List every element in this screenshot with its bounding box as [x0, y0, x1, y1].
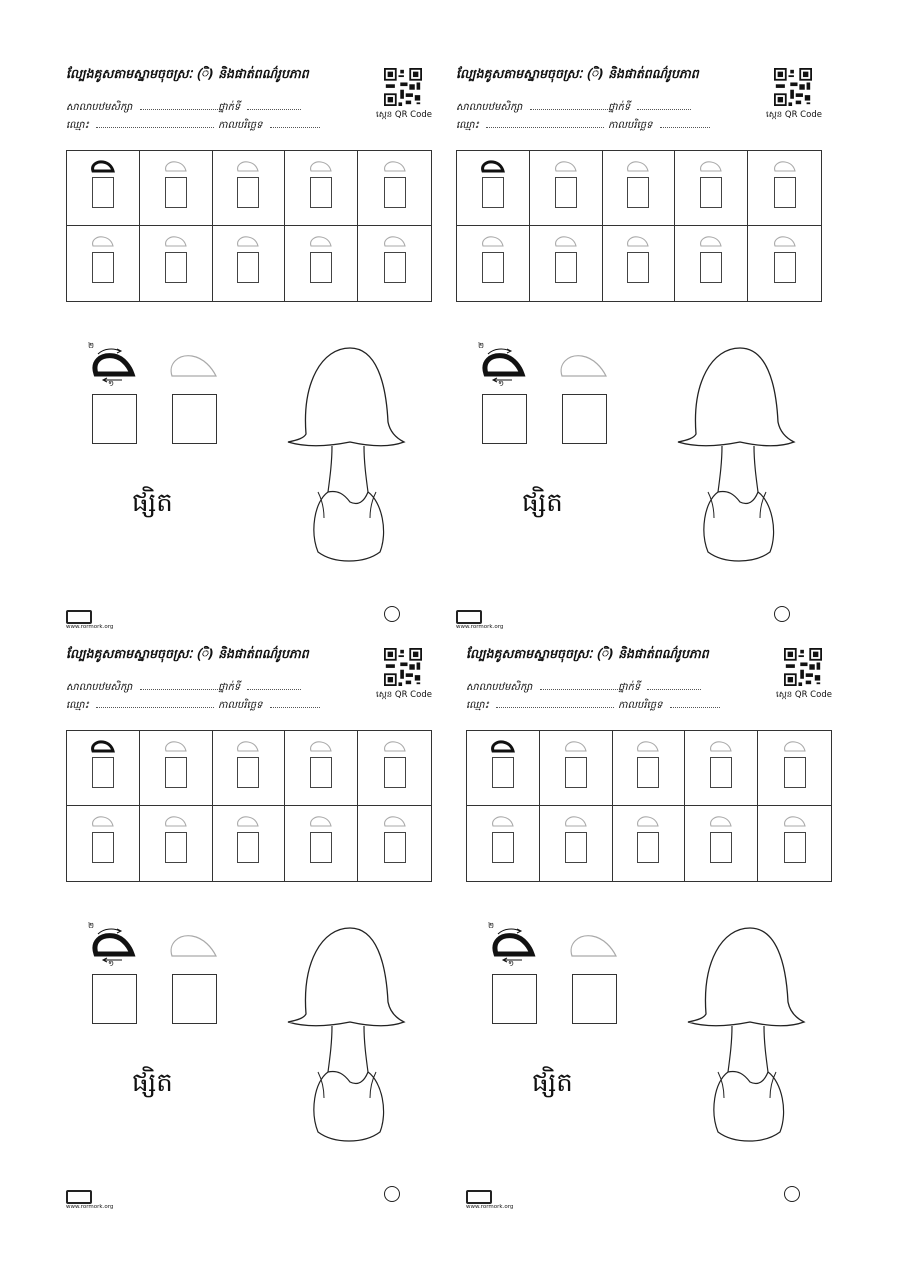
vowel-trace-icon [164, 814, 188, 828]
tracing-cell[interactable] [457, 151, 530, 226]
date-field[interactable] [218, 698, 320, 713]
grade-field[interactable] [608, 100, 691, 115]
word-label: ផ្សិត [522, 488, 563, 518]
word-label: ផ្សិត [132, 1068, 173, 1098]
tracing-cell[interactable] [213, 151, 286, 226]
practice-box[interactable] [562, 394, 607, 444]
qr-label: ស្កេន QR Code [766, 110, 822, 120]
letter-box [92, 177, 114, 208]
school-label: សាលាបឋមសិក្សា [466, 682, 533, 693]
mushroom-illustration[interactable] [284, 922, 410, 1142]
seal-icon [384, 606, 400, 622]
tracing-cell[interactable] [213, 731, 286, 806]
practice-box[interactable] [92, 394, 137, 444]
vowel-trace-icon [91, 159, 115, 173]
vowel-trace-icon [236, 814, 260, 828]
tracing-cell[interactable] [613, 806, 686, 881]
vowel-trace-icon [481, 234, 505, 248]
letter-box [774, 177, 796, 208]
tracing-cell[interactable] [67, 151, 140, 226]
letter-box [627, 177, 649, 208]
grade-field[interactable] [618, 680, 701, 695]
vowel-trace-icon [481, 159, 505, 173]
vowel-trace-icon [164, 234, 188, 248]
tracing-cell[interactable] [748, 226, 821, 301]
vowel-trace-icon [699, 234, 723, 248]
grade-label: ថ្នាក់ទី [218, 102, 241, 113]
word-label: ផ្សិត [132, 488, 173, 518]
tracing-cell[interactable] [67, 806, 140, 881]
word-label: ផ្សិត [532, 1068, 573, 1098]
website-url: www.rormork.org [66, 624, 114, 630]
vowel-trace-icon [91, 814, 115, 828]
vowel-trace-icon [309, 234, 333, 248]
tracing-cell[interactable] [613, 731, 686, 806]
letter-box [237, 832, 259, 863]
vowel-trace-icon [383, 159, 407, 173]
website-url: www.rormork.org [66, 1204, 114, 1210]
tracing-cell[interactable] [213, 226, 286, 301]
letter-box [384, 757, 406, 788]
tracing-grid[interactable] [66, 150, 432, 302]
vowel-trace-icon [164, 159, 188, 173]
rormork-logo-icon [456, 610, 503, 631]
letter-box [482, 252, 504, 283]
vowel-trace-icon [709, 739, 733, 753]
qr-code-icon [784, 648, 822, 686]
letter-box [165, 252, 187, 283]
tracing-cell[interactable] [140, 226, 213, 301]
vowel-trace-icon [773, 234, 797, 248]
practice-box[interactable] [482, 394, 527, 444]
vowel-trace-icon [309, 739, 333, 753]
name-label: ឈ្មោះ [66, 120, 89, 131]
school-label: សាលាបឋមសិក្សា [66, 102, 133, 113]
vowel-trace-icon [91, 234, 115, 248]
worksheet-4 [466, 646, 846, 1226]
school-label: សាលាបឋមសិក្សា [66, 682, 133, 693]
vowel-trace-icon [491, 739, 515, 753]
stroke-step-one: ១ [508, 959, 515, 968]
letter-box [710, 832, 732, 863]
grade-label: ថ្នាក់ទី [218, 682, 241, 693]
letter-box [384, 832, 406, 863]
letter-box [237, 757, 259, 788]
tracing-cell[interactable] [358, 151, 431, 226]
letter-box [310, 757, 332, 788]
letter-box [165, 757, 187, 788]
date-label: កាលបរិច្ឆេទ [218, 120, 263, 131]
mushroom-illustration[interactable] [284, 342, 410, 562]
letter-box [237, 252, 259, 283]
vowel-trace-icon [236, 739, 260, 753]
stroke-step-two: ២ [88, 341, 95, 350]
tracing-cell[interactable] [285, 226, 358, 301]
letter-box [310, 832, 332, 863]
vowel-trace-icon [709, 814, 733, 828]
letter-box [774, 252, 796, 283]
letter-box [482, 177, 504, 208]
tracing-grid[interactable] [466, 730, 832, 882]
date-field[interactable] [218, 118, 320, 133]
letter-box [637, 832, 659, 863]
name-field[interactable] [66, 118, 214, 133]
tracing-cell[interactable] [530, 226, 603, 301]
school-field[interactable] [66, 100, 222, 115]
vowel-trace-icon [383, 814, 407, 828]
name-field[interactable] [66, 698, 214, 713]
tracing-cell[interactable] [358, 226, 431, 301]
website-url: www.rormork.org [456, 624, 504, 630]
letter-box [384, 177, 406, 208]
date-label: កាលបរិច្ឆេទ [218, 700, 263, 711]
name-label: ឈ្មោះ [456, 120, 479, 131]
vowel-trace-icon [626, 159, 650, 173]
letter-box [784, 832, 806, 863]
stroke-step-two: ២ [488, 921, 495, 930]
rormork-logo-icon [66, 1190, 113, 1211]
practice-box[interactable] [572, 974, 617, 1024]
letter-box [310, 252, 332, 283]
website-url: www.rormork.org [466, 1204, 514, 1210]
worksheet-title: ល្បែងគូសតាមស្នាមចុចស្រៈ (ិ) និងផាត់ពណ៌រូបភាព [456, 66, 699, 81]
name-field[interactable] [466, 698, 614, 713]
letter-box [700, 252, 722, 283]
letter-box [627, 252, 649, 283]
tracing-cell[interactable] [285, 806, 358, 881]
practice-box[interactable] [492, 974, 537, 1024]
vowel-trace-icon [564, 739, 588, 753]
rormork-logo-icon [466, 1190, 513, 1211]
tracing-cell[interactable] [140, 731, 213, 806]
date-label: កាលបរិច្ឆេទ [608, 120, 653, 131]
tracing-cell[interactable] [540, 806, 613, 881]
school-field[interactable] [456, 100, 612, 115]
worksheet-2 [456, 66, 836, 646]
stroke-step-one: ១ [108, 379, 115, 388]
stroke-step-two: ២ [88, 921, 95, 930]
tracing-cell[interactable] [358, 731, 431, 806]
mushroom-illustration[interactable] [674, 342, 800, 562]
vowel-trace-icon [636, 814, 660, 828]
worksheet-title: ល្បែងគូសតាមស្នាមចុចស្រៈ (ិ) និងផាត់ពណ៌រូបភាព [66, 66, 309, 81]
date-field[interactable] [618, 698, 720, 713]
grade-label: ថ្នាក់ទី [608, 102, 631, 113]
vowel-trace-icon [626, 234, 650, 248]
tracing-cell[interactable] [358, 806, 431, 881]
letter-box [92, 252, 114, 283]
tracing-cell[interactable] [675, 226, 748, 301]
vowel-trace-icon [564, 814, 588, 828]
vowel-trace-outline [168, 930, 218, 960]
tracing-grid[interactable] [456, 150, 822, 302]
practice-box[interactable] [172, 394, 217, 444]
vowel-trace-icon [699, 159, 723, 173]
tracing-cell[interactable] [758, 731, 831, 806]
qr-label: ស្កេន QR Code [376, 110, 432, 120]
qr-code-icon [384, 68, 422, 106]
letter-box [165, 832, 187, 863]
tracing-cell[interactable] [213, 806, 286, 881]
stroke-step-two: ២ [478, 341, 485, 350]
letter-box [492, 757, 514, 788]
letter-box [565, 757, 587, 788]
worksheet-title: ល្បែងគូសតាមស្នាមចុចស្រៈ (ិ) និងផាត់ពណ៌រូបភាព [66, 646, 309, 661]
letter-box [555, 252, 577, 283]
practice-box[interactable] [172, 974, 217, 1024]
school-field[interactable] [466, 680, 622, 695]
letter-box [237, 177, 259, 208]
vowel-trace-icon [783, 739, 807, 753]
vowel-trace-outline [568, 930, 618, 960]
vowel-trace-icon [783, 814, 807, 828]
tracing-cell[interactable] [140, 806, 213, 881]
tracing-cell[interactable] [603, 226, 676, 301]
letter-box [92, 757, 114, 788]
vowel-trace-icon [383, 234, 407, 248]
vowel-trace-icon [383, 739, 407, 753]
letter-box [565, 832, 587, 863]
letter-box [492, 832, 514, 863]
seal-icon [384, 1186, 400, 1202]
school-field[interactable] [66, 680, 222, 695]
name-field[interactable] [456, 118, 604, 133]
name-label: ឈ្មោះ [66, 700, 89, 711]
qr-label: ស្កេន QR Code [776, 690, 832, 700]
tracing-cell[interactable] [758, 806, 831, 881]
vowel-trace-icon [236, 159, 260, 173]
qr-code-icon [774, 68, 812, 106]
date-label: កាលបរិច្ឆេទ [618, 700, 663, 711]
name-label: ឈ្មោះ [466, 700, 489, 711]
worksheet-3 [66, 646, 446, 1226]
tracing-cell[interactable] [457, 226, 530, 301]
tracing-cell[interactable] [67, 226, 140, 301]
letter-box [637, 757, 659, 788]
vowel-trace-icon [164, 739, 188, 753]
letter-box [784, 757, 806, 788]
tracing-cell[interactable] [467, 731, 540, 806]
tracing-cell[interactable] [140, 151, 213, 226]
vowel-trace-icon [91, 739, 115, 753]
tracing-cell[interactable] [685, 806, 758, 881]
letter-box [92, 832, 114, 863]
tracing-cell[interactable] [285, 151, 358, 226]
letter-box [384, 252, 406, 283]
seal-icon [784, 1186, 800, 1202]
seal-icon [774, 606, 790, 622]
school-label: សាលាបឋមសិក្សា [456, 102, 523, 113]
tracing-cell[interactable] [67, 731, 140, 806]
letter-box [710, 757, 732, 788]
grade-label: ថ្នាក់ទី [618, 682, 641, 693]
mushroom-illustration[interactable] [684, 922, 810, 1142]
vowel-trace-icon [309, 814, 333, 828]
worksheet-1 [66, 66, 446, 646]
vowel-trace-icon [636, 739, 660, 753]
worksheet-title: ល្បែងគូសតាមស្នាមចុចស្រៈ (ិ) និងផាត់ពណ៌រូបភាព [466, 646, 709, 661]
vowel-trace-icon [554, 159, 578, 173]
qr-code-icon [384, 648, 422, 686]
vowel-trace-icon [554, 234, 578, 248]
tracing-cell[interactable] [530, 151, 603, 226]
rormork-logo-icon [66, 610, 113, 631]
letter-box [310, 177, 332, 208]
qr-label: ស្កេន QR Code [376, 690, 432, 700]
vowel-trace-icon [236, 234, 260, 248]
tracing-grid[interactable] [66, 730, 432, 882]
tracing-cell[interactable] [675, 151, 748, 226]
letter-box [700, 177, 722, 208]
vowel-trace-icon [491, 814, 515, 828]
stroke-step-one: ១ [498, 379, 505, 388]
date-field[interactable] [608, 118, 710, 133]
letter-box [555, 177, 577, 208]
stroke-step-one: ១ [108, 959, 115, 968]
tracing-cell[interactable] [540, 731, 613, 806]
tracing-cell[interactable] [603, 151, 676, 226]
grade-field[interactable] [218, 680, 301, 695]
practice-box[interactable] [92, 974, 137, 1024]
tracing-cell[interactable] [748, 151, 821, 226]
vowel-trace-icon [773, 159, 797, 173]
letter-box [165, 177, 187, 208]
vowel-trace-outline [558, 350, 608, 380]
tracing-cell[interactable] [685, 731, 758, 806]
tracing-cell[interactable] [285, 731, 358, 806]
vowel-trace-outline [168, 350, 218, 380]
vowel-trace-icon [309, 159, 333, 173]
tracing-cell[interactable] [467, 806, 540, 881]
grade-field[interactable] [218, 100, 301, 115]
